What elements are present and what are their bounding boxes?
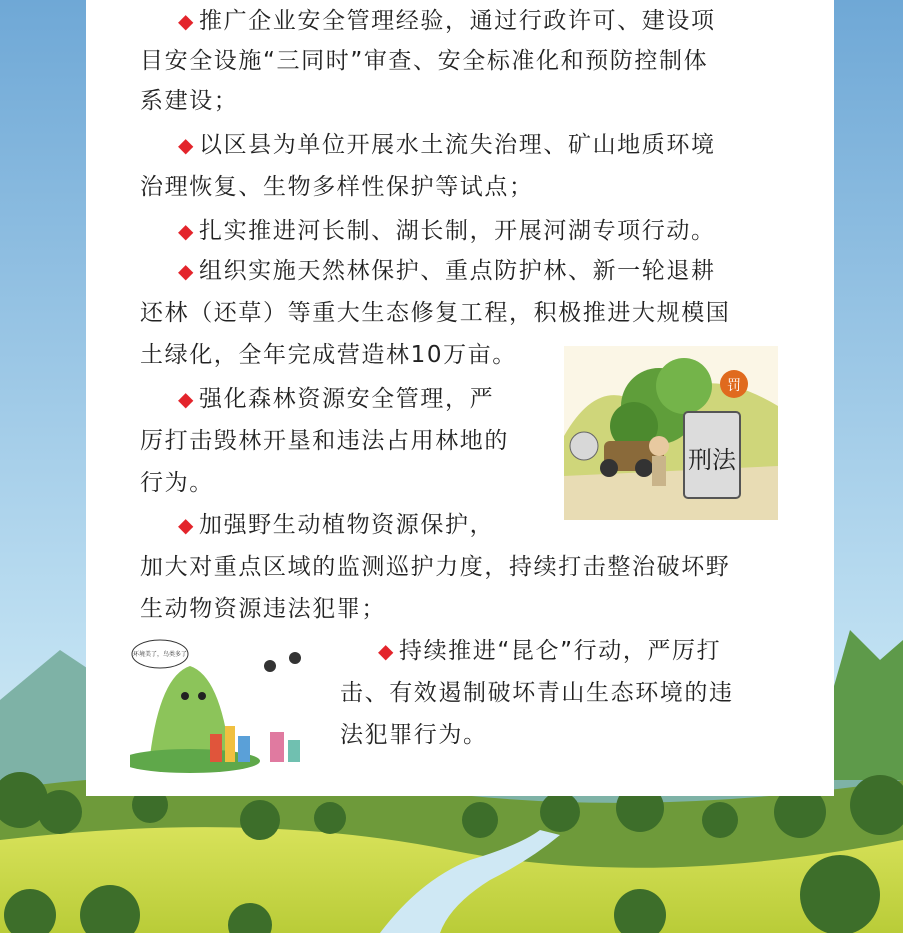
diamond-bullet-icon: ◆ (178, 513, 195, 537)
paragraph-1-line-2: 目安全设施“三同时”审查、安全标准化和预防控制体 (140, 48, 709, 74)
diamond-bullet-icon: ◆ (178, 9, 195, 33)
paragraph-7-line-1: ◆ 持续推进“昆仑”行动，严厉打 (378, 638, 722, 664)
paragraph-5-line-1: ◆ 强化森林资源安全管理，严 (178, 386, 495, 412)
paragraph-1-line-1: ◆ 推广企业安全管理经验，通过行政许可、建设项 (178, 8, 716, 34)
diamond-bullet-icon: ◆ (378, 639, 395, 663)
diamond-bullet-icon: ◆ (178, 219, 195, 243)
paragraph-2-line-1: ◆ 以区县为单位开展水土流失治理、矿山地质环境 (178, 132, 716, 158)
mountain-city-illustration (130, 636, 330, 776)
paragraph-2-line-2: 治理恢复、生物多样性保护等试点； (140, 174, 534, 200)
paragraph-3-line-1: ◆ 扎实推进河长制、湖长制，开展河湖专项行动。 (178, 218, 716, 244)
paragraph-4-line-1: ◆ 组织实施天然林保护、重点防护林、新一轮退耕 (178, 258, 716, 284)
paragraph-4-line-2: 还林（还草）等重大生态修复工程，积极推进大规模国 (140, 300, 731, 326)
paragraph-6-line-3: 生动物资源违法犯罪； (140, 596, 386, 622)
paragraph-1-line-3: 系建设； (140, 88, 239, 114)
speech-bubble-text: 环境美了，鸟类多了 (132, 651, 188, 658)
paragraph-5-line-2: 厉打击毁林开垦和违法占用林地的 (140, 428, 509, 454)
diamond-bullet-icon: ◆ (178, 133, 195, 157)
badge-text: 罚 (727, 378, 741, 394)
paragraph-7-line-2: 击、有效遏制破坏青山生态环境的违 (340, 680, 734, 706)
sign-text: 刑法 (688, 446, 736, 474)
forest-law-illustration (564, 346, 778, 520)
paragraph-7-line-3: 法犯罪行为。 (340, 722, 488, 748)
paragraph-6-line-2: 加大对重点区域的监测巡护力度，持续打击整治破坏野 (140, 554, 731, 580)
diamond-bullet-icon: ◆ (178, 259, 195, 283)
paragraph-6-line-1: ◆ 加强野生动植物资源保护， (178, 512, 495, 538)
diamond-bullet-icon: ◆ (178, 387, 195, 411)
paragraph-5-line-3: 行为。 (140, 470, 214, 496)
paragraph-4-line-3: 土绿化，全年完成营造林10万亩。 (140, 342, 517, 368)
